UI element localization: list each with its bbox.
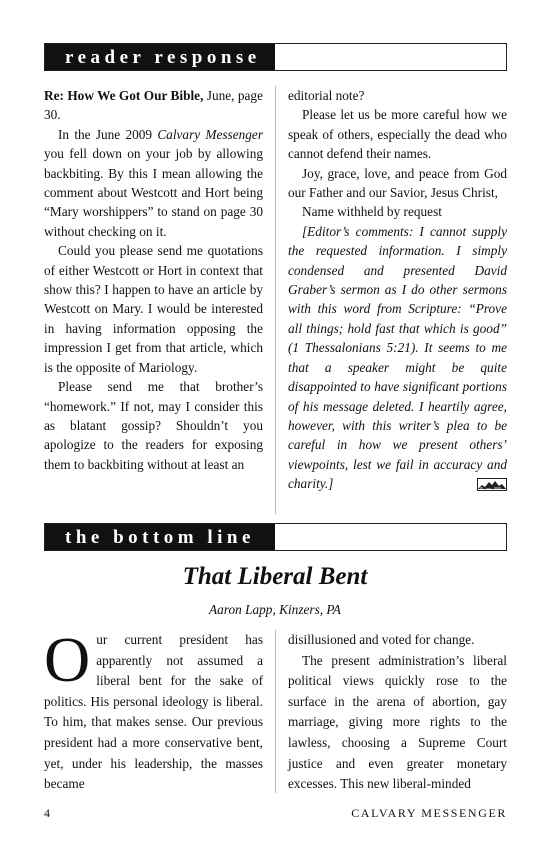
letter-paragraph: Joy, grace, love, and peace from God our Father and our Savior, Jesus Christ, [288, 165, 507, 201]
article-paragraph: The present administration’s liberal political views quickly rose to the surface in the arena of abortion, gay marriage, giving more rights to the lawless, choosing a Supreme Court justice and even greater monetary excesses. This new liberal-minded [288, 652, 507, 792]
letter-paragraph-continued: editorial note? [288, 88, 365, 103]
letter-paragraph: Could you please send me quotations of either Westcott or Hort in context that show this? I happen to have an article by Westcott on Mary. I would be interested in having information opposing the impression I get from that article, which is the opposite of Mariology. [44, 243, 263, 375]
article-title: That Liberal Bent [182, 563, 368, 590]
section-label: the bottom line [45, 524, 275, 550]
editor-comments: [Editor’s comments: I cannot supply the requested information. I simply condensed and presented David Graber’s sermon as I do other sermons with this word from Scripture: “Prove all things; hold fast that which is good” (1 Thessalonians 5:21). It seems to me that a speaker might be quite disappointed to have significant portions of his message deleted. I heartily agree, however, with this writer’s plea to be careful in how we present others’ viewpoints, lest we fail in accuracy and charity.] [288, 223, 507, 492]
end-mark-icon [477, 478, 507, 491]
publication-name: Calvary Messenger [157, 126, 264, 142]
letter-column-left [44, 86, 263, 474]
letter-paragraph: Please let us be more careful how we speak of others, especially the dead who cannot defend their names. [288, 107, 507, 162]
letter-paragraph: Please send me that brother’s “homework.” If not, may I consider this as blatant gossip? Shouldn’t you apologize to the readers for exposing them to backbiting without at least an [44, 379, 263, 472]
letter-paragraph: In the June 2009 Calvary Messenger you fell down on your job by allowing backbiting. By this I mean allowing the comment about Westcott and Hort being “Mary worshippers” to stand on page 30 without checking on it. [44, 126, 264, 239]
magazine-name: CALVARY MESSENGER [351, 806, 507, 820]
letter-signature: Name withheld by request [302, 204, 442, 220]
article-byline: Aaron Lapp, Kinzers, PA [209, 602, 341, 617]
section-header-reader-response [44, 43, 507, 71]
article-column-right [288, 630, 507, 795]
letter-re-label: Re: How We Got Our Bible, [44, 88, 204, 103]
drop-cap: O [44, 624, 91, 695]
column-rule [275, 86, 276, 514]
letter-column-right [288, 86, 507, 494]
article-paragraph: Our current president has apparently not assumed a liberal bent for the sake of politics. His personal ideology is liberal. To him, that makes sense. Our previous president had a more conservative bent, yet, under his leadership, the masses became [44, 624, 263, 792]
page-number: 4 [44, 806, 50, 820]
letter-re-rest: June, page 30. [44, 88, 263, 123]
section-label: reader response [45, 44, 275, 70]
article-paragraph-continued: disillusioned and voted for change. [288, 632, 475, 647]
section-header-bottom-line [44, 523, 507, 551]
article-column-left [44, 624, 263, 795]
column-rule [275, 630, 276, 793]
letter-reference [44, 86, 263, 125]
